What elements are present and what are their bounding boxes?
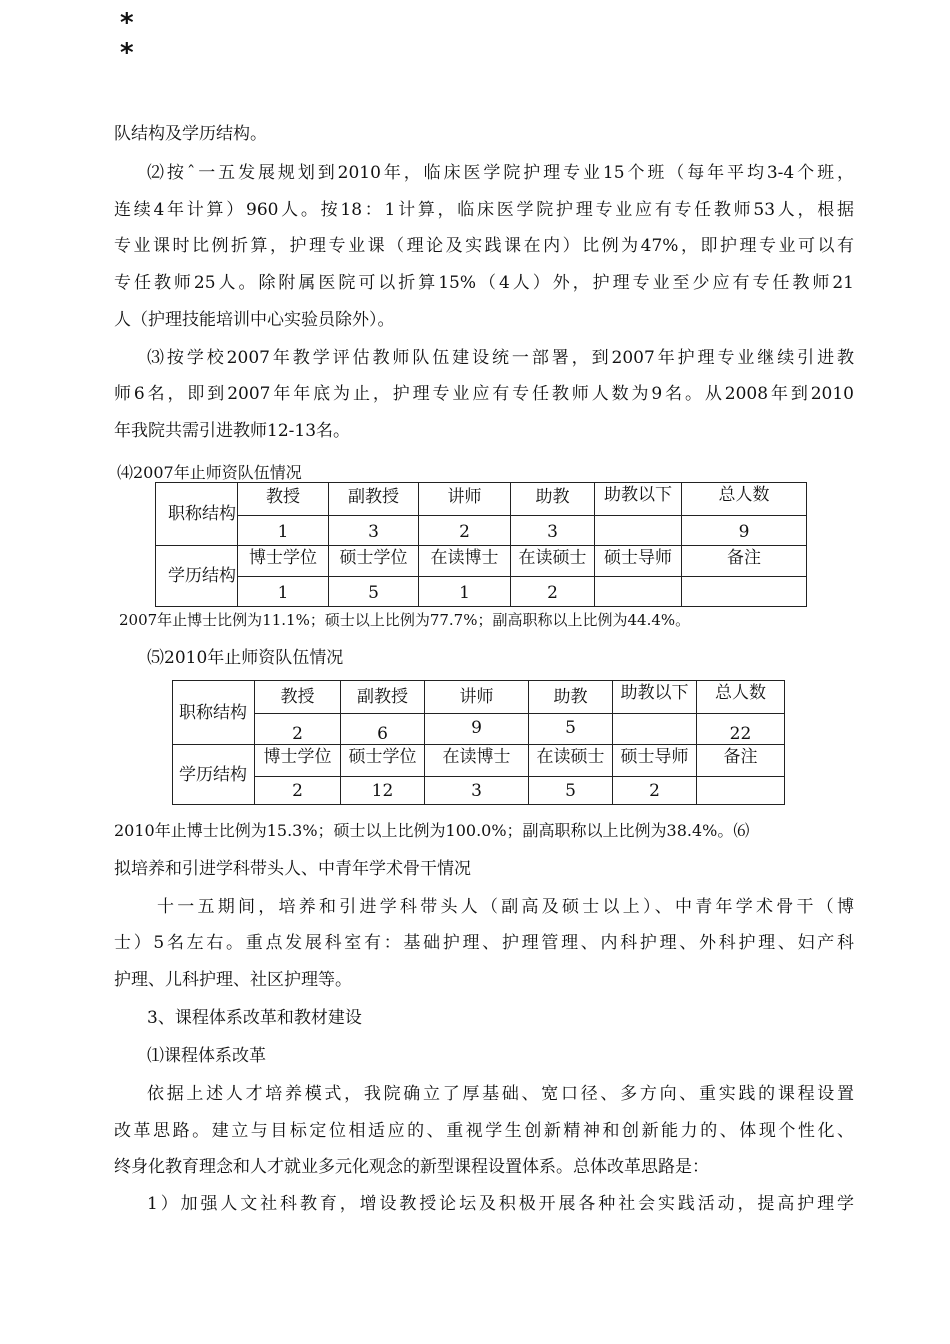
table-caption-2010: ⑸2010年止师资队伍情况 [147,648,344,668]
table-cell [682,577,807,607]
header-stars [120,8,134,68]
subsection-heading: ⑴课程体系改革 [147,1046,266,1066]
table-header-cell: 讲师 [425,681,529,714]
paragraph-line: 1）加强人文社科教育，增设教授论坛及积极开展各种社会实践活动，提高护理学 [147,1194,854,1214]
paragraph-line: 师6名，即到2007年年底为止，护理专业应有专任教师人数为9名。从2008年到2010 [114,384,854,404]
table-header-cell: 助教以下 [613,681,697,714]
table-header-cell: 备注 [682,546,807,577]
table-row [173,777,785,805]
table-header-cell: 总人数 [682,483,807,516]
table-row [173,714,785,745]
table-header-cell: 在读博士 [419,546,511,577]
paragraph-line: 拟培养和引进学科带头人、中青年学术骨干情况 [114,859,471,879]
table-header-cell: 硕士导师 [613,745,697,777]
table-header-cell: 硕士导师 [595,546,682,577]
paragraph-line: 队结构及学历结构。 [114,124,267,144]
table-cell: 2 [255,714,341,745]
paragraph-line: 十一五期间，培养和引进学科带头人（副高及硕士以上）、中青年学术骨干（博 [157,897,854,917]
table-cell: 2 [613,777,697,805]
staff-table-2007 [155,482,807,607]
table-cell: 2 [511,577,595,607]
section-heading: 3、课程体系改革和教材建设 [147,1008,362,1028]
paragraph-line: 士）5名左右。重点发展科室有：基础护理、护理管理、内科护理、外科护理、妇产科 [114,933,854,953]
table-cell: 2 [255,777,341,805]
education-structure-label: 学历结构 [173,745,255,805]
table-cell [595,577,682,607]
table-cell: 9 [425,714,529,745]
table-cell: 22 [697,714,785,745]
table-cell: 9 [682,516,807,546]
table-header-cell: 副教授 [341,681,425,714]
table-header-cell: 博士学位 [255,745,341,777]
table-header-cell: 备注 [697,745,785,777]
title-structure-label: 职称结构 [173,681,255,745]
table-cell [595,516,682,546]
table-header-cell: 硕士学位 [329,546,419,577]
table-row [156,577,807,607]
table-header-cell: 博士学位 [238,546,329,577]
summary-2010: 2010年止博士比例为15.3%；硕士以上比例为100.0%；副高职称以上比例为38.4%。⑹ [114,821,750,840]
table-header-cell: 总人数 [697,681,785,714]
staff-table-2010 [172,680,785,805]
table-header-cell: 在读硕士 [529,745,613,777]
paragraph-line: 专任教师25人。除附属医院可以折算15%（4人）外，护理专业至少应有专任教师21 [114,273,854,293]
table-header-cell: 硕士学位 [341,745,425,777]
table-header-cell: 在读硕士 [511,546,595,577]
star-mark: * [120,8,134,38]
table-header-cell: 讲师 [419,483,511,516]
table-cell: 5 [529,777,613,805]
table-row [156,483,807,516]
paragraph-line: 年我院共需引进教师12-13名。 [114,421,351,441]
table-header-cell: 在读博士 [425,745,529,777]
paragraph-line: 依据上述人才培养模式，我院确立了厚基础、宽口径、多方向、重实践的课程设置 [147,1084,854,1104]
table-row [156,546,807,577]
paragraph-line: ⑶按学校2007年教学评估教师队伍建设统一部署，到2007年护理专业继续引进教 [147,348,854,368]
table-cell: 1 [238,516,329,546]
table-header-cell: 助教 [511,483,595,516]
table-header-cell: 助教 [529,681,613,714]
paragraph-line: 终身化教育理念和人才就业多元化观念的新型课程设置体系。总体改革思路是： [114,1157,709,1177]
summary-2007: 2007年止博士比例为11.1%；硕士以上比例为77.7%；副高职称以上比例为44.4%。 [119,611,691,629]
table-cell: 3 [425,777,529,805]
table-cell: 1 [238,577,329,607]
table-row [173,681,785,714]
table-row [156,516,807,546]
table-cell: 3 [329,516,419,546]
table-header-cell: 教授 [238,483,329,516]
table-caption-2007: ⑷2007年止师资队伍情况 [117,463,302,482]
table-cell: 6 [341,714,425,745]
paragraph-line: ⑵按ˆ一五发展规划到2010年，临床医学院护理专业15个班（每年平均3-4个班， [147,163,854,183]
table-cell: 5 [329,577,419,607]
table-cell [697,777,785,805]
table-cell: 2 [419,516,511,546]
table-header-cell: 副教授 [329,483,419,516]
table-row [173,745,785,777]
table-cell [613,714,697,745]
table-cell: 1 [419,577,511,607]
paragraph-line: 改革思路。建立与目标定位相适应的、重视学生创新精神和创新能力的、体现个性化、 [114,1121,854,1141]
table-cell: 3 [511,516,595,546]
paragraph-line: 连续4年计算）960人。按18：1计算，临床医学院护理专业应有专任教师53人，根据 [114,200,854,220]
paragraph-line: 护理、儿科护理、社区护理等。 [114,970,352,990]
star-mark: * [120,38,134,68]
table-cell: 12 [341,777,425,805]
table-header-cell: 教授 [255,681,341,714]
education-structure-label: 学历结构 [156,546,238,607]
table-header-cell: 助教以下 [595,483,682,516]
paragraph-line: 人（护理技能培训中心实验员除外）。 [114,310,395,330]
table-cell: 5 [529,714,613,745]
paragraph-line: 专业课时比例折算，护理专业课（理论及实践课在内）比例为47%，即护理专业可以有 [114,236,854,256]
title-structure-label: 职称结构 [156,483,238,546]
